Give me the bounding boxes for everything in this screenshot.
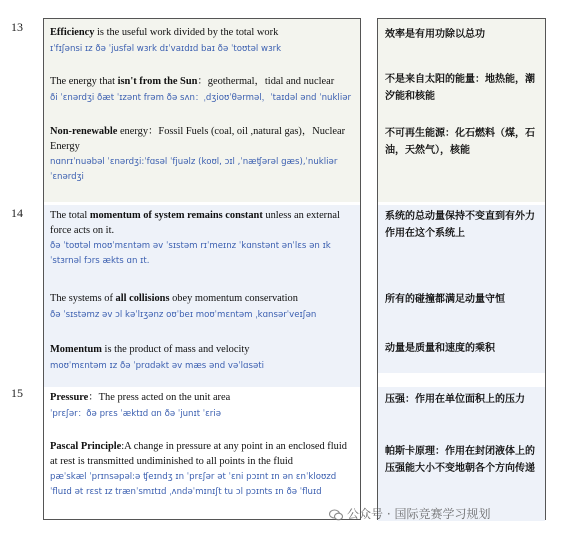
text-part: The energy that bbox=[50, 76, 118, 87]
text-part: The total bbox=[50, 210, 90, 221]
row-number-13: 13 bbox=[11, 20, 23, 34]
entry-pressure bbox=[50, 391, 356, 421]
english-text bbox=[50, 343, 356, 358]
phonetic-text: ðə ˈsɪstəmz əv ɔl kəˈlɪʒənz oʊˈbeɪ moʊˈmɛntəm ˌkɑnsərˈveɪʃən bbox=[50, 309, 317, 320]
phonetic-text: ði ˈɛnərdʒi ðæt ˈɪzənt frəm ðə sʌn：ˌdʒioʊˈθərməl，ˈtaɪdəl ənd ˈnukliər bbox=[50, 92, 352, 103]
entry-momentum-conservation bbox=[50, 209, 356, 268]
chinese-efficiency: 效率是有用功除以总功 bbox=[385, 29, 485, 40]
chinese-pressure: 压强：作用在单位面积上的压力 bbox=[385, 394, 525, 405]
definition-text: ：The press acted on the unit area bbox=[88, 392, 231, 403]
english-text bbox=[50, 209, 356, 238]
phonetic-text: pæˈskæl ˈprɪnsəpəl:ə ʧeɪndʒ ɪn ˈprɛʃər ət ˈɛni pɔɪnt ɪn ən ɛnˈkloʊzd ˈfluɪd ət rɛst ɪz trænˈsmɪtɪd ˌʌndəˈmɪnɪʃt tu ɔl pɔɪnts ɪn ðə ˈfluɪd bbox=[50, 472, 337, 497]
phonetic-text: nɑnrɪˈnuəbəl ˈɛnərdʒi:ˈfɑsəl ˈfjuəlz (koʊl, ɔɪl ,ˈnæʧərəl gæs),ˈnukliər ˈɛnərdʒi bbox=[50, 157, 338, 182]
chinese-column bbox=[377, 18, 546, 520]
row-number-15: 15 bbox=[11, 386, 23, 400]
phonetic-text: ˈprɛʃər：ðə prɛs ˈæktɪd ɑn ðə ˈjunɪt ˈɛriə bbox=[50, 408, 222, 419]
english-text bbox=[50, 391, 356, 406]
entry-all-collisions bbox=[50, 292, 356, 322]
entry-pascal-principle bbox=[50, 440, 356, 499]
definition-text: is the product of mass and velocity bbox=[101, 344, 250, 355]
group-13-background bbox=[378, 19, 545, 202]
term-bold: momentum of system remains constant bbox=[89, 210, 263, 221]
entry-momentum-definition bbox=[50, 343, 356, 373]
term-bold: Efficiency bbox=[50, 27, 95, 38]
entry-energy-not-from-sun bbox=[50, 75, 356, 105]
term-bold: Momentum bbox=[50, 344, 102, 355]
term-bold: Pascal Principle bbox=[50, 441, 122, 452]
term-bold: Non-renewable bbox=[50, 126, 118, 137]
chinese-all-collisions: 所有的碰撞都满足动量守恒 bbox=[385, 294, 505, 305]
row-number-14: 14 bbox=[11, 206, 23, 220]
definition-text: energy：Fossil Fuels (coal, oil ,natural gas)，Nuclear Energy bbox=[50, 126, 346, 152]
text-part: unless an external force acts on it. bbox=[50, 210, 340, 236]
definition-text: :A change in pressure at any point in an enclosed fluid at rest is transmitted undiminished to all points in the fluid bbox=[50, 441, 347, 467]
english-text bbox=[50, 125, 356, 154]
term-bold: Pressure bbox=[50, 392, 89, 403]
text-part: ：geothermal，tidal and nuclear bbox=[197, 76, 335, 87]
english-column bbox=[43, 18, 361, 520]
chinese-pascal-principle: 帕斯卡原理：作用在封闭液体上的压强能大小不变地朝各个方向传递 bbox=[385, 446, 535, 474]
english-text bbox=[50, 75, 356, 90]
watermark-text: 公众号 · 国际竞赛学习规划 bbox=[347, 507, 491, 521]
entry-non-renewable bbox=[50, 125, 356, 184]
chinese-energy-not-from-sun: 不是来自太阳的能量：地热能，潮汐能和核能 bbox=[385, 74, 535, 102]
definition-text: is the useful work divided by the total work bbox=[94, 27, 279, 38]
wechat-icon bbox=[329, 509, 343, 521]
watermark bbox=[329, 505, 490, 522]
text-part: The systems of bbox=[50, 293, 116, 304]
english-text bbox=[50, 292, 356, 307]
chinese-momentum-conservation: 系统的总动量保持不变直到有外力作用在这个系统上 bbox=[385, 211, 535, 239]
term-bold: isn't from the Sun bbox=[117, 76, 198, 87]
phonetic-text: ɪˈfɪʃənsi ɪz ðə ˈjusfəl wɜrk dɪˈvaɪdɪd baɪ ðə ˈtoʊtəl wɜrk bbox=[50, 43, 282, 54]
text-part: obey momentum conservation bbox=[169, 293, 298, 304]
phonetic-text: ðə ˈtoʊtəl moʊˈmɛntəm əv ˈsɪstəm rɪˈmeɪnz ˈkɑnstənt ənˈlɛs ən ɪkˈstɜrnəl fɔrs ækts ɑn ɪt. bbox=[50, 241, 331, 266]
chinese-momentum-definition: 动量是质量和速度的乘积 bbox=[385, 343, 495, 354]
phonetic-text: moʊˈmɛntəm ɪz ðə ˈprɑdəkt əv mæs ənd vəˈlɑsəti bbox=[50, 360, 265, 371]
entry-efficiency bbox=[50, 26, 356, 56]
english-text bbox=[50, 440, 356, 469]
english-text bbox=[50, 26, 356, 41]
term-bold: all collisions bbox=[115, 293, 170, 304]
chinese-non-renewable: 不可再生能源：化石燃料（煤，石油，天然气），核能 bbox=[385, 128, 535, 156]
